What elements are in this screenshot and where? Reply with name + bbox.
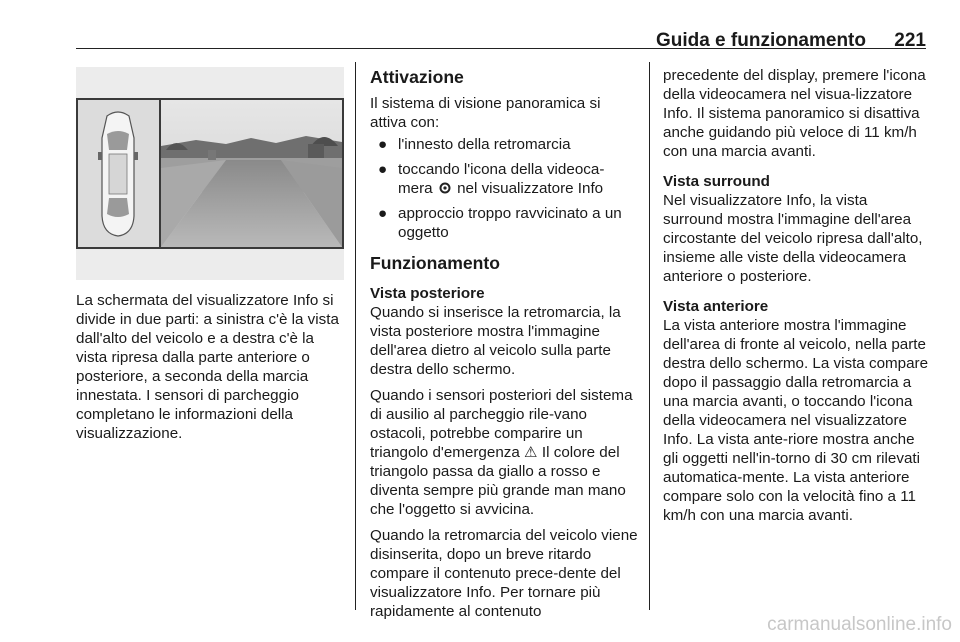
watermark: carmanualsonline.info	[767, 614, 952, 635]
list-item: ● toccando l'icona della videoca-mera nel visualizzatore Info	[378, 161, 605, 197]
left-column	[76, 291, 344, 443]
bullet-icon: ●	[378, 136, 388, 153]
page-number: 221	[894, 30, 926, 51]
surround-paragraph: Nel visualizzatore Info, la vista surround mostra l'immagine dell'area circostante del veicolo ripresa dall'alto, insieme alle viste della videocamera anteriore o posteriore.	[663, 192, 923, 285]
rear-view-paragraph: Quando la retromarcia del veicolo viene disinserita, dopo un breve ritardo compare il contenuto prece-dente del visualizzatore Info. Per tornare più rapidamente al contenuto	[370, 527, 638, 620]
column-divider	[355, 62, 356, 610]
list-item: ● l'innesto della retromarcia	[378, 136, 571, 153]
activation-heading: Attivazione	[370, 67, 464, 87]
right-column	[663, 66, 929, 525]
activation-intro: Il sistema di visione panoramica si attiva con:	[370, 95, 601, 131]
front-view-paragraph: La vista anteriore mostra l'immagine dell'area di fronte al veicolo, nella parte destra dello schermo. La vista compare dopo il passaggio dalla retromarcia a una marcia avanti, o toccando l'icona della videocamera nel visualizzatore Info. La vista ante-riore mostra anche gli oggetti nell'in-torno di 30 cm rilevati automatica-mente. La vista anteriore compare solo con la velocità fino a 11 km/h con una marcia avanti.	[663, 317, 929, 524]
rear-view-heading: Vista posteriore	[370, 285, 485, 302]
continuation-paragraph: precedente del display, premere l'icona della videocamera nel visua-lizzatore Info. Il sistema panoramico si disattiva anche guidando più veloce di 11 km/h con una marcia avanti.	[663, 67, 926, 160]
function-heading: Funzionamento	[370, 253, 500, 273]
middle-column	[370, 66, 638, 621]
rear-view-paragraph: Quando i sensori posteriori del sistema di ausilio al parcheggio rile-vano ostacoli, potrebbe comparire un triangolo d'emergenza ⚠ Il colore del triangolo passa da giallo a rosso e diventa sempre più grande man mano che l'oggetto si avvicina.	[370, 387, 633, 518]
warning-triangle-icon: ⚠	[524, 444, 538, 461]
front-view-heading: Vista anteriore	[663, 298, 769, 315]
car-top-view	[98, 112, 138, 236]
rear-view-paragraph: Quando si inserisce la retromarcia, la vista posteriore mostra l'immagine dell'area dietro al veicolo sulla parte destra dello schermo.	[370, 304, 621, 378]
rear-camera-view	[161, 100, 342, 247]
camera-figure	[76, 67, 344, 280]
section-title: Guida e funzionamento	[655, 30, 866, 51]
column-divider	[649, 62, 650, 610]
list-item: ● approccio troppo ravvicinato a un oggetto	[378, 205, 622, 241]
page-header	[76, 0, 926, 49]
bullet-icon: ●	[378, 205, 388, 222]
camera-screen-image	[76, 98, 344, 249]
surround-heading: Vista surround	[663, 173, 770, 190]
activation-list	[370, 135, 638, 242]
camera-settings-icon	[439, 182, 451, 194]
bullet-icon: ●	[378, 161, 388, 178]
figure-caption: La schermata del visualizzatore Info si divide in due parti: a sinistra c'è la vista dall'alto del veicolo e a destra c'è la vista ripresa dalla parte anteriore o posteriore, a seconda della marcia innestata. I sensori di parcheggio completano le informazioni della visualizzazione.	[76, 292, 339, 442]
